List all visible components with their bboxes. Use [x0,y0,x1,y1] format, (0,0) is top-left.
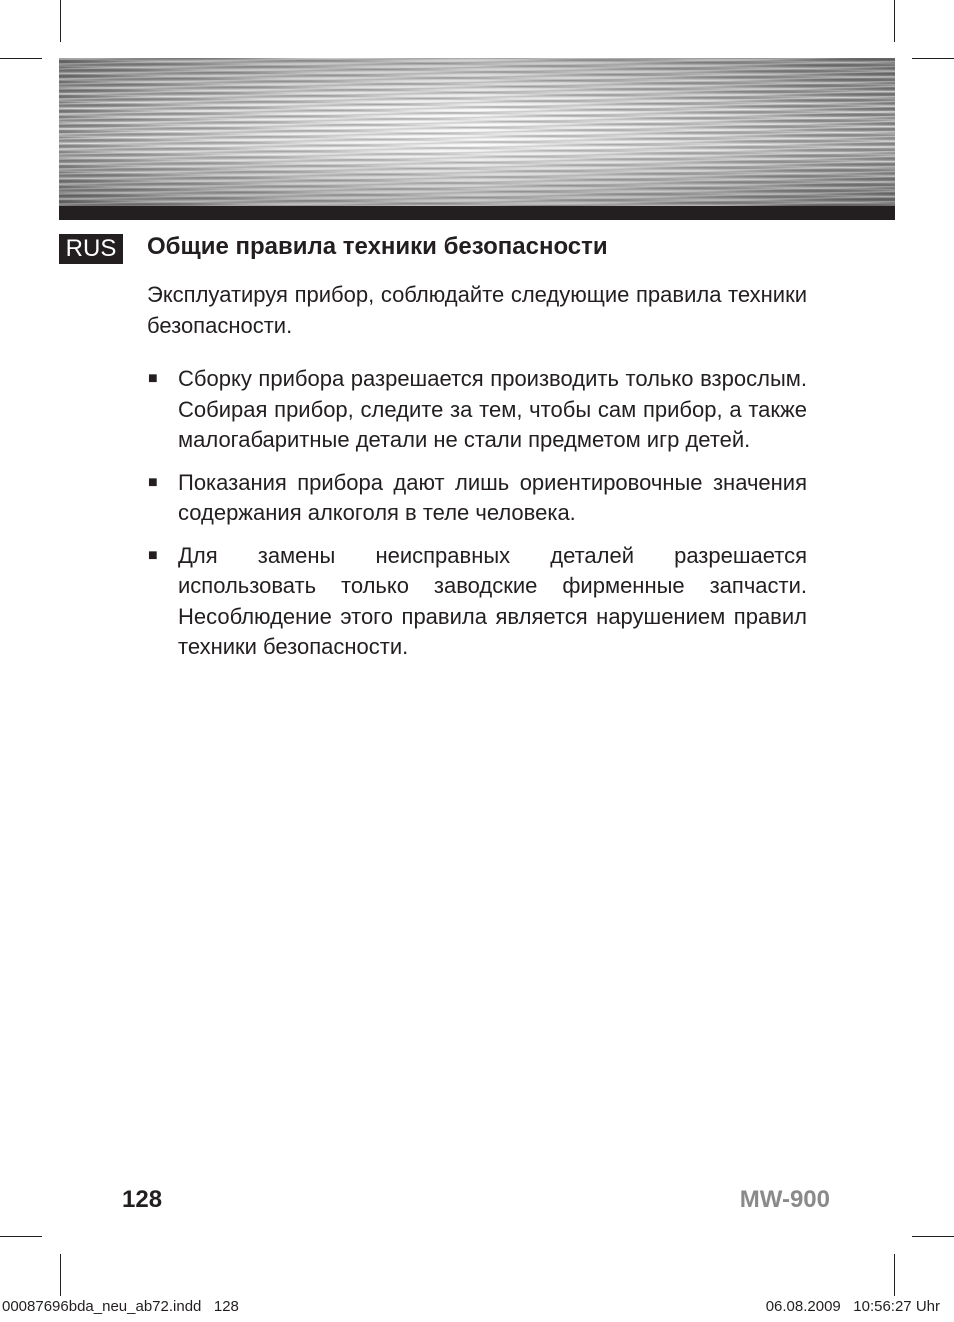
language-badge: RUS [59,234,123,264]
crop-mark-top-right-vertical [894,0,895,42]
safety-rules-list [147,364,807,663]
crop-mark-bottom-left-vertical [60,1254,61,1296]
model-name: MW-900 [739,1186,830,1213]
crop-mark-bottom-right-horizontal [912,1236,954,1237]
square-bullet-icon: ■ [148,473,158,491]
print-slug-filename: 00087696bda_neu_ab72.indd 128 [2,1298,239,1315]
header-black-bar [59,206,895,220]
print-slug-datetime: 06.08.2009 10:56:27 Uhr [765,1298,940,1315]
list-item [147,364,807,456]
crop-mark-top-left-vertical [60,0,61,42]
rule-text: Показания прибора дают лишь ориентировочные значения содержания алкоголя в теле человека. [178,469,807,525]
list-item [147,541,807,663]
list-item [147,468,807,529]
intro-paragraph: Эксплуатируя прибор, соблюдайте следующие правила техники безопасности. [147,282,807,338]
crop-mark-bottom-left-horizontal [0,1236,42,1237]
crop-mark-top-right-horizontal [912,58,954,59]
safety-section [147,226,807,675]
brushed-metal-header-banner [59,58,895,206]
page-number: 128 [122,1186,163,1213]
rule-text: Для замены неисправных деталей разрешается использовать только заводские фирменные запчасти. Несоблюдение этого правила является нарушением правил техники безопасности. [178,542,807,659]
section-title: Общие правила техники безопасности [147,233,608,260]
square-bullet-icon: ■ [148,546,158,564]
crop-mark-top-left-horizontal [0,58,42,59]
square-bullet-icon: ■ [148,370,158,387]
crop-mark-bottom-right-vertical [894,1254,895,1296]
banner-shading [59,58,895,206]
rule-text: Сборку прибора разрешается производить только взрослым. Собирая прибор, следите за тем, чтобы сам прибор, а также малогабаритные детали не стали предметом игр детей. [178,366,807,452]
